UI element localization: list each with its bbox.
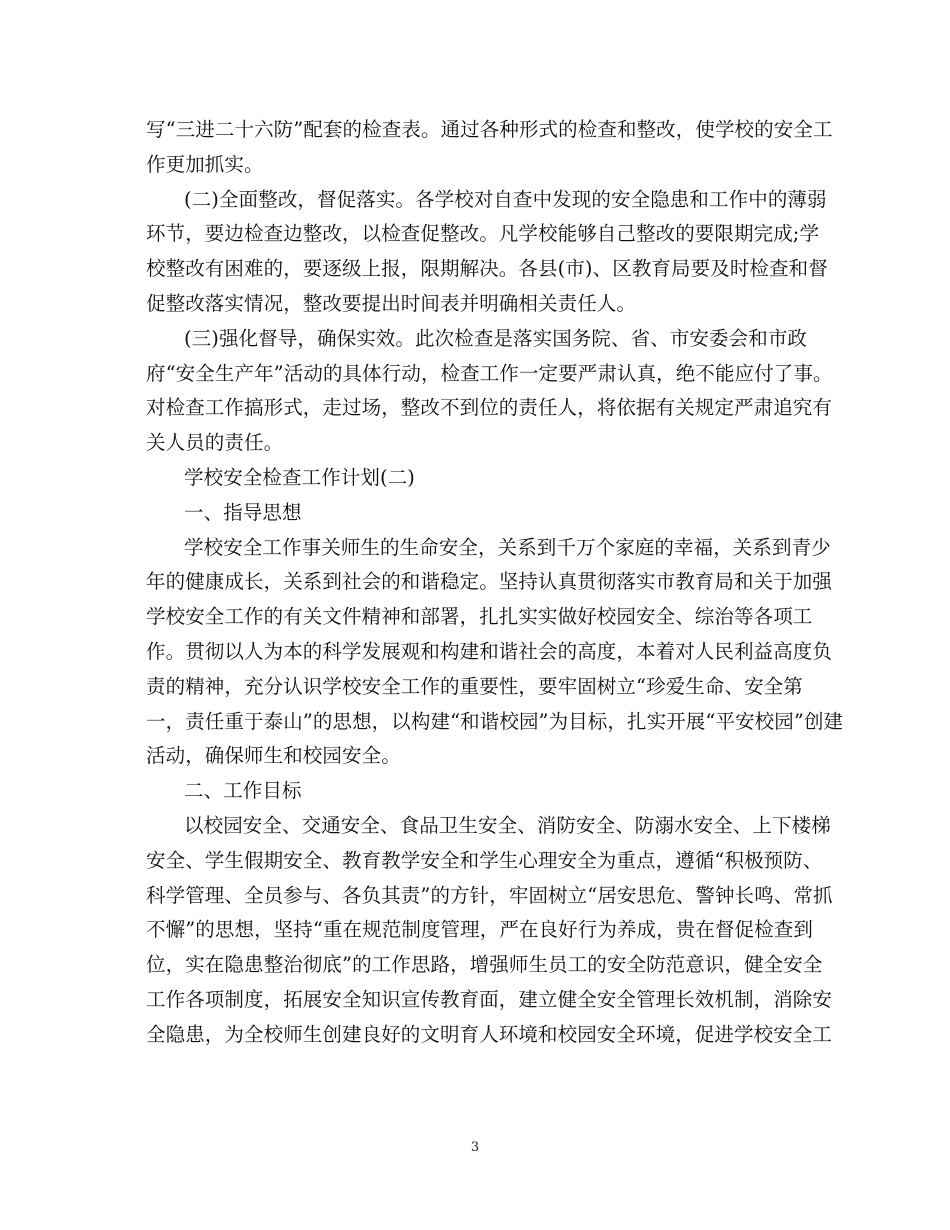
text-line: 作更加抓实。 [146,152,264,176]
text-line: 环节，要边检查边整改，以检查促整改。凡学校能够自己整改的要限期完成;学 [146,222,820,246]
text-line: 安全、学生假期安全、教育教学安全和学生心理安全为重点，遵循“积极预防、 [146,848,823,872]
text-line: 学校安全工作事关师生的生命安全，关系到千万个家庭的幸福，关系到青少 [184,535,831,559]
text-line: 作。贯彻以人为本的科学发展观和构建和谐社会的高度，本着对人民利益高度负 [146,639,833,663]
document-body [146,113,844,1053]
text-line: 二、工作目标 [184,779,302,803]
text-line: 学校安全检查工作计划(二) [184,465,416,489]
text-line: (二)全面整改，督促落实。各学校对自查中发现的安全隐患和工作中的薄弱 [184,187,827,211]
text-line: (三)强化督导，确保实效。此次检查是落实国务院、省、市安委会和市政 [184,326,808,350]
text-line: 年的健康成长，关系到社会的和谐稳定。坚持认真贯彻落实市教育局和关于加强 [146,570,833,594]
text-line: 以校园安全、交通安全、食品卫生安全、消防安全、防溺水安全、上下楼梯 [184,813,831,837]
text-line: 对检查工作搞形式，走过场，整改不到位的责任人，将依据有关规定严肃追究有 [146,396,833,420]
text-line: 不懈”的思想，坚持“重在规范制度管理，严在良好行为养成，贵在督促检查到 [146,918,813,942]
text-line: 促整改落实情况，整改要提出时间表并明确相关责任人。 [146,291,637,315]
text-line: 活动，确保师生和校园安全。 [146,744,401,768]
text-line: 关人员的责任。 [146,431,284,455]
text-line: 写“三进二十六防”配套的检查表。通过各种形式的检查和整改，使学校的安全工 [146,118,833,141]
text-line: 工作各项制度，拓展安全知识宣传教育面，建立健全安全管理长效机制，消除安 [146,987,833,1011]
text-line: 全隐患，为全校师生创建良好的文明育人环境和校园安全环境，促进学校安全工 [146,1022,833,1046]
text-line: 校整改有困难的，要逐级上报，限期解决。各县(市)、区教育局要及时检查和督 [146,257,828,281]
text-line: 位，实在隐患整治彻底”的工作思路，增强师生员工的安全防范意识，健全安全 [146,953,823,977]
text-line: 府“安全生产年”活动的具体行动，检查工作一定要严肃认真，绝不能应付了事。 [146,361,833,385]
text-line: 科学管理、全员参与、各负其责”的方针，牢固树立“居安思危、警钟长鸣、常抓 [146,883,833,907]
text-line: 一，责任重于泰山”的思想，以构建“和谐校园”为目标，扎实开展“平安校园”创建 [146,709,844,733]
text-line: 责的精神，充分认识学校安全工作的重要性，要牢固树立“珍爱生命、安全第 [146,674,803,698]
text-line: 学校安全工作的有关文件精神和部署，扎扎实实做好校园安全、综治等各项工 [146,605,813,629]
text-line: 一、指导思想 [184,500,302,524]
page-number: 3 [470,1140,480,1155]
